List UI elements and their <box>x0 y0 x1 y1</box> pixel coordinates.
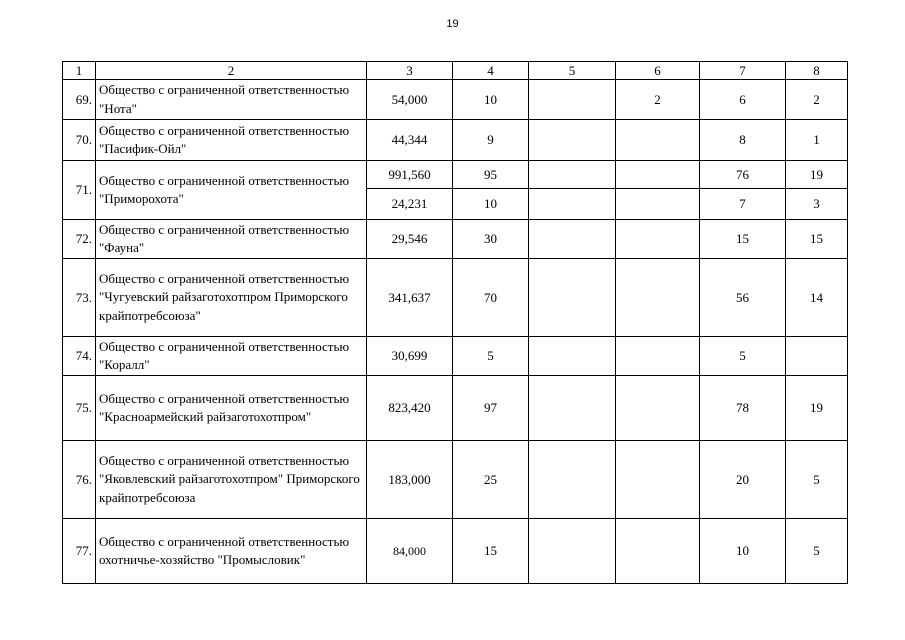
header-cell: 6 <box>616 62 700 80</box>
col4-cell: 5 <box>453 337 529 376</box>
col6-cell <box>616 120 700 161</box>
col8-cell: 5 <box>786 519 848 584</box>
table-row <box>63 80 848 120</box>
col8-cell: 5 <box>786 441 848 519</box>
col6-cell <box>616 376 700 441</box>
organization-name: Общество с ограниченной ответственностью "Чугуевский райзаготохотпром Приморского крайпотребсоюза" <box>96 259 367 337</box>
header-cell: 1 <box>63 62 96 80</box>
header-cell: 3 <box>367 62 453 80</box>
col8-cell: 19 <box>786 376 848 441</box>
col6-cell <box>616 161 700 189</box>
col8-cell: 2 <box>786 80 848 120</box>
col3-cell: 30,699 <box>367 337 453 376</box>
col4-cell: 97 <box>453 376 529 441</box>
col4-cell: 25 <box>453 441 529 519</box>
row-number: 77. <box>63 519 96 584</box>
col4-cell: 95 <box>453 161 529 189</box>
col5-cell <box>529 441 616 519</box>
col3-cell: 29,546 <box>367 220 453 259</box>
col3-cell: 24,231 <box>367 189 453 220</box>
col3-cell: 84,000 <box>367 519 453 584</box>
col8-cell: 1 <box>786 120 848 161</box>
col5-cell <box>529 120 616 161</box>
table-row <box>63 259 848 337</box>
organization-name: Общество с ограниченной ответственностью "Нота" <box>96 80 367 120</box>
col5-cell <box>529 259 616 337</box>
col6-cell <box>616 441 700 519</box>
col3-cell: 823,420 <box>367 376 453 441</box>
col7-cell: 20 <box>700 441 786 519</box>
col5-cell <box>529 189 616 220</box>
col7-cell: 5 <box>700 337 786 376</box>
col5-cell <box>529 376 616 441</box>
organization-name: Общество с ограниченной ответственностью "Пасифик-Ойл" <box>96 120 367 161</box>
table-row <box>63 519 848 584</box>
row-number: 73. <box>63 259 96 337</box>
col6-cell <box>616 259 700 337</box>
col6-cell <box>616 220 700 259</box>
col6-cell: 2 <box>616 80 700 120</box>
col5-cell <box>529 161 616 189</box>
col7-cell: 7 <box>700 189 786 220</box>
col3-cell: 44,344 <box>367 120 453 161</box>
col5-cell <box>529 80 616 120</box>
col5-cell <box>529 519 616 584</box>
col3-cell: 54,000 <box>367 80 453 120</box>
table-row <box>63 376 848 441</box>
table-row <box>63 161 848 189</box>
col6-cell <box>616 337 700 376</box>
data-table <box>62 61 848 584</box>
col4-cell: 15 <box>453 519 529 584</box>
table-row <box>63 441 848 519</box>
col7-cell: 10 <box>700 519 786 584</box>
col6-cell <box>616 519 700 584</box>
col3-cell: 341,637 <box>367 259 453 337</box>
row-number: 72. <box>63 220 96 259</box>
col5-cell <box>529 337 616 376</box>
col5-cell <box>529 220 616 259</box>
organization-name: Общество с ограниченной ответственностью "Коралл" <box>96 337 367 376</box>
row-number: 75. <box>63 376 96 441</box>
header-cell: 4 <box>453 62 529 80</box>
header-cell: 5 <box>529 62 616 80</box>
table-row <box>63 220 848 259</box>
col7-cell: 56 <box>700 259 786 337</box>
col7-cell: 8 <box>700 120 786 161</box>
col6-cell <box>616 189 700 220</box>
col4-cell: 30 <box>453 220 529 259</box>
organization-name: Общество с ограниченной ответственностью "Яковлевский райзаготохотпром" Приморского крайпотребсоюза <box>96 441 367 519</box>
header-row <box>63 62 848 80</box>
organization-name: Общество с ограниченной ответственностью "Фауна" <box>96 220 367 259</box>
page-number: 19 <box>446 18 459 30</box>
table-row <box>63 337 848 376</box>
row-number: 74. <box>63 337 96 376</box>
header-cell: 8 <box>786 62 848 80</box>
col3-cell: 991,560 <box>367 161 453 189</box>
row-number: 71. <box>63 161 96 220</box>
col4-cell: 10 <box>453 80 529 120</box>
col7-cell: 78 <box>700 376 786 441</box>
row-number: 69. <box>63 80 96 120</box>
col4-cell: 70 <box>453 259 529 337</box>
col8-cell: 14 <box>786 259 848 337</box>
row-number: 76. <box>63 441 96 519</box>
header-cell: 2 <box>96 62 367 80</box>
header-cell: 7 <box>700 62 786 80</box>
col7-cell: 15 <box>700 220 786 259</box>
organization-name: Общество с ограниченной ответственностью "Красноармейский райзаготохотпром" <box>96 376 367 441</box>
col7-cell: 76 <box>700 161 786 189</box>
col8-cell: 3 <box>786 189 848 220</box>
table-row <box>63 120 848 161</box>
col4-cell: 10 <box>453 189 529 220</box>
organization-name: Общество с ограниченной ответственностью охотничье-хозяйство "Промысловик" <box>96 519 367 584</box>
col7-cell: 6 <box>700 80 786 120</box>
col8-cell <box>786 337 848 376</box>
organization-name: Общество с ограниченной ответственностью "Приморохота" <box>96 161 367 220</box>
col4-cell: 9 <box>453 120 529 161</box>
col8-cell: 19 <box>786 161 848 189</box>
col8-cell: 15 <box>786 220 848 259</box>
row-number: 70. <box>63 120 96 161</box>
col3-cell: 183,000 <box>367 441 453 519</box>
